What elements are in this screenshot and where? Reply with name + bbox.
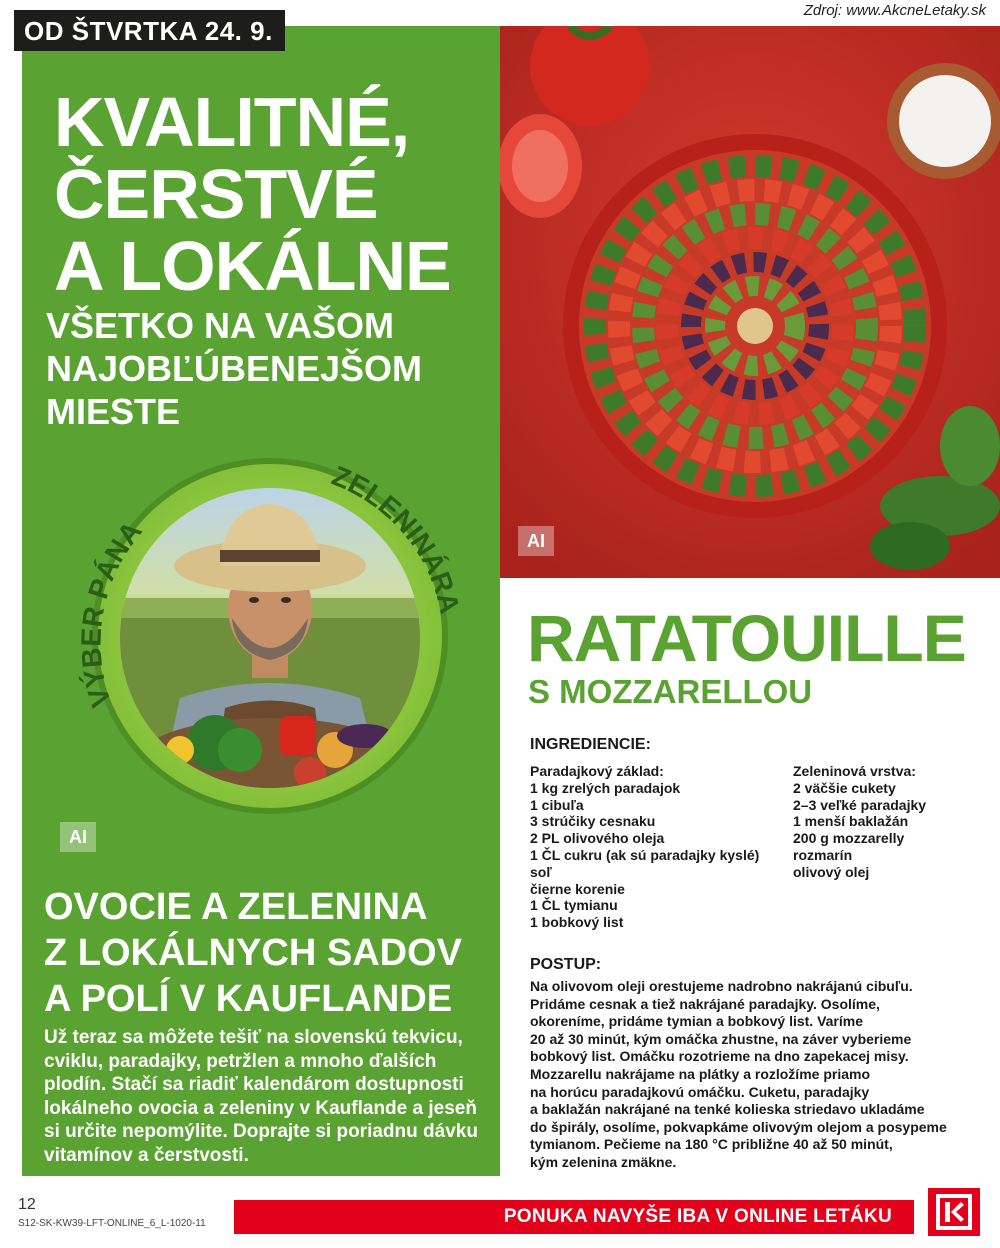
kaufland-logo: [928, 1188, 980, 1236]
ingredient-item: 1 ČL tymianu: [530, 897, 618, 914]
procedure-line: Na olivovom oleji orestujeme nadrobno nakrájanú cibuľu.: [530, 978, 913, 994]
procedure-line: kým zelenina zmäkne.: [530, 1153, 677, 1170]
lower-head-line-2: Z LOKÁLNYCH SADOV: [44, 932, 462, 974]
online-offer-banner: PONUKA NAVYŠE IBA V ONLINE LETÁKU: [234, 1200, 914, 1234]
page-number: 12: [18, 1196, 36, 1213]
ingredient-item: 1 ČL cukru (ak sú paradajky kyslé): [530, 846, 760, 863]
headline-line-1: KVALITNÉ,: [54, 83, 410, 161]
subhead-line-1: VŠETKO NA VAŠOM: [46, 305, 395, 346]
svg-text:ZELENINÁRA: [328, 460, 466, 617]
veg-title: Zeleninová vrstva:: [793, 763, 916, 779]
lower-head-line-3: A POLÍ V KAUFLANDE: [44, 978, 453, 1020]
ingredient-item: 1 cibuľa: [530, 796, 584, 813]
svg-text:VÝBER PÁNA: [75, 516, 147, 711]
headline: [54, 83, 451, 305]
ingredients-veg: [793, 763, 926, 881]
ingredients-label: INGREDIENCIE:: [530, 736, 651, 753]
procedure-line: a baklažán nakrájané na tenké kolieska striedavo ukladáme: [530, 1101, 925, 1118]
ingredient-item: 1 bobkový list: [530, 914, 624, 931]
ingredient-item: čierne korenie: [530, 880, 625, 897]
procedure-line: 20 až 30 minút, kým omáčka zhustne, na záver vyberieme: [530, 1030, 912, 1047]
body-text: Už teraz sa môžete tešiť na slovenskú tekvicu, cviklu, paradajky, petržlen a mnoho ďalších plodín. Stačí sa riadiť kalendárom dostupnosti lokálneho ovocia a zeleniny v Kauflande a jeseň si určite nepomýlite. Doprajte si poriadnu dávku vitamínov a čerstvosti.: [44, 1027, 478, 1166]
page-code: S12-SK-KW39-LFT-ONLINE_6_L-1020-11: [18, 1218, 206, 1229]
subhead-line-2: NAJOBĽÚBENEJŠOM: [46, 348, 423, 389]
source-credit: Zdroj: www.AkcneLetaky.sk: [803, 2, 986, 19]
headline-line-2: ČERSTVÉ: [54, 155, 378, 233]
kaufland-logo-icon: [934, 1192, 974, 1232]
ring-text: [62, 426, 482, 846]
subhead-line-3: MIESTE: [46, 391, 181, 432]
recipe-title: RATATOUILLE: [527, 601, 966, 675]
green-feature-panel: [22, 26, 500, 1176]
procedure-line: Pridáme cesnak a tiež nakrájané paradajky. Osolíme,: [530, 995, 880, 1012]
ring-text-left: VÝBER PÁNA: [75, 515, 148, 711]
ai-badge-photo: AI: [518, 526, 554, 556]
ingredient-item: 3 strúčiky cesnaku: [530, 813, 656, 830]
ratatouille-photo: [500, 26, 1000, 578]
procedure-line: na horúcu paradajkovú omáčku. Cuketu, paradajky: [530, 1083, 870, 1100]
procedure-label: POSTUP:: [530, 956, 602, 973]
procedure-line: tymianom. Pečieme na 180 °C približne 40 až 50 minút,: [530, 1136, 893, 1153]
procedure-line: do špirály, osolíme, pokvapkáme olivovým olejom a posypeme: [530, 1118, 947, 1135]
ingredient-item: 2 väčšie cukety: [793, 779, 896, 796]
procedure-line: okoreníme, pridáme tymian a bobkový list. Varíme: [530, 1013, 864, 1030]
procedure-text: [530, 978, 970, 1172]
date-badge: OD ŠTVRTKA 24. 9.: [14, 10, 285, 51]
ring-text-right: ZELENINÁRA: [327, 459, 466, 617]
ingredient-item: 1 menší baklažán: [793, 813, 909, 830]
base-title: Paradajkový základ:: [530, 763, 664, 779]
procedure-line: Mozzarellu nakrájame na plátky a rozložíme priamo: [530, 1065, 870, 1082]
ingredient-item: 2–3 veľké paradajky: [793, 796, 927, 813]
ingredient-item: 200 g mozzarelly: [793, 830, 905, 847]
lower-headline: [44, 884, 462, 1022]
procedure-line: bobkový list. Omáčku rozotrieme na dno zapekacej misy.: [530, 1048, 909, 1065]
headline-line-3: A LOKÁLNE: [54, 227, 451, 305]
ai-badge: AI: [60, 822, 96, 852]
recipe-subtitle: S MOZZARELLOU: [528, 673, 813, 710]
ingredient-item: 2 PL olivového oleja: [530, 830, 665, 847]
subheadline: [46, 304, 422, 433]
lower-head-line-1: OVOCIE A ZELENINA: [44, 886, 428, 928]
ingredient-item: 1 kg zrelých paradajok: [530, 779, 681, 796]
ingredient-item: olivový olej: [793, 863, 870, 880]
ingredient-item: soľ: [530, 863, 552, 880]
ingredients-base: [530, 763, 759, 931]
ingredient-item: rozmarín: [793, 846, 853, 863]
